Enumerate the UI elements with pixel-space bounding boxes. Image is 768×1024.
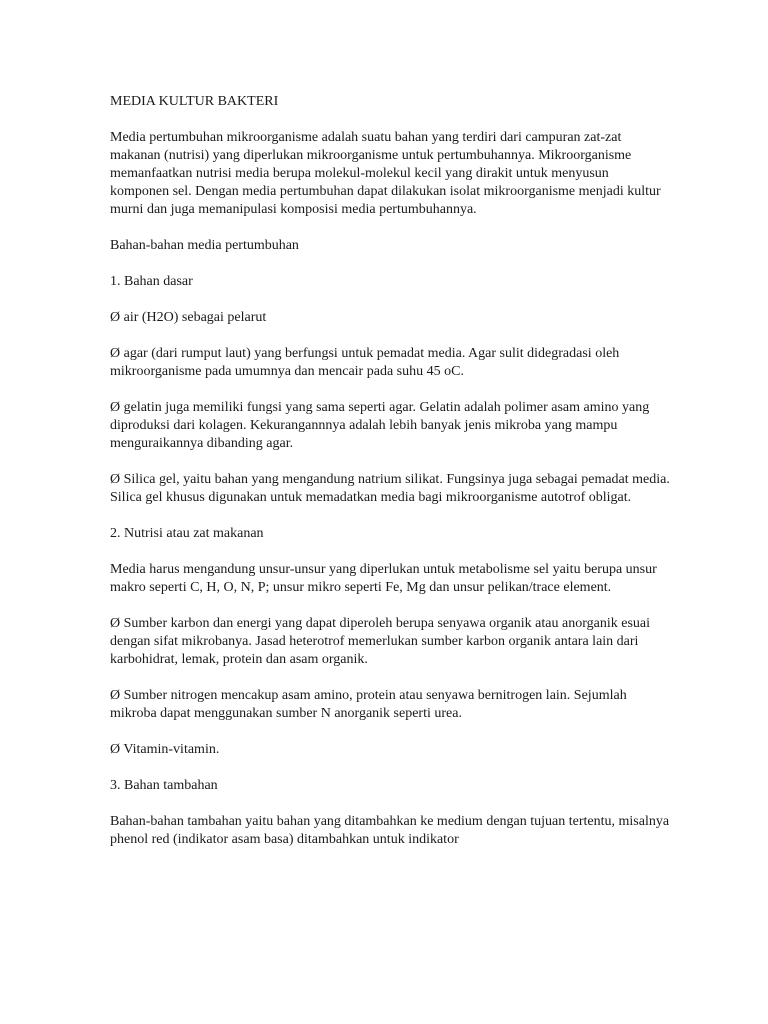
bullet-item-agar: Ø agar (dari rumput laut) yang berfungsi untuk pemadat media. Agar sulit didegradasi oleh mikroorganisme pada umumnya dan mencair pada suhu 45 oC. (110, 346, 620, 379)
bullet-item-silica-gel: Ø Silica gel, yaitu bahan yang mengandung natrium silikat. Fungsinya juga sebagai pemadat media. Silica gel khusus digunakan untuk memadatkan media bagi mikroorganisme autotrof obligat. (110, 472, 670, 505)
bullet-item-gelatin: Ø gelatin juga memiliki fungsi yang sama seperti agar. Gelatin adalah polimer asam amino yang diproduksi dari kolagen. Kekurangannnya adalah lebih banyak jenis mikroba yang mampu menguraikannya dibanding agar. (110, 400, 650, 451)
bullet-item-sumber-nitrogen: Ø Sumber nitrogen mencakup asam amino, protein atau senyawa bernitrogen lain. Sejumlah mikroba dapat menggunakan sumber N anorganik seperti urea. (110, 688, 627, 721)
bahan-tambahan-paragraph: Bahan-bahan tambahan yaitu bahan yang ditambahkan ke medium dengan tujuan tertentu, misalnya phenol red (indikator asam basa) ditambahkan untuk indikator (110, 814, 670, 847)
bullet-item-air: Ø air (H2O) sebagai pelarut (110, 310, 267, 325)
bullet-item-vitamin: Ø Vitamin-vitamin. (110, 742, 220, 757)
document-page (110, 93, 670, 867)
section-heading: Bahan-bahan media pertumbuhan (110, 238, 299, 253)
document-title: MEDIA KULTUR BAKTERI (110, 94, 279, 109)
bullet-item-sumber-karbon: Ø Sumber karbon dan energi yang dapat diperoleh berupa senyawa organik atau anorganik esuai dengan sifat mikrobanya. Jasad heterotrof memerlukan sumber karbon organik antara lain dari karbohidrat, lemak, protein dan asam organik. (110, 616, 650, 667)
nutrisi-paragraph: Media harus mengandung unsur-unsur yang diperlukan untuk metabolisme sel yaitu berupa unsur makro seperti C, H, O, N, P; unsur mikro seperti Fe, Mg dan unsur pelikan/trace element. (110, 562, 657, 595)
subsection-heading-bahan-dasar: 1. Bahan dasar (110, 274, 193, 289)
subsection-heading-bahan-tambahan: 3. Bahan tambahan (110, 778, 218, 793)
intro-paragraph: Media pertumbuhan mikroorganisme adalah suatu bahan yang terdiri dari campuran zat-zat makanan (nutrisi) yang diperlukan mikroorganisme untuk pertumbuhannya. Mikroorganisme memanfaatkan nutrisi media berupa molekul-molekul kecil yang dirakit untuk menyusun komponen sel. Dengan media pertumbuhan dapat dilakukan isolat mikroorganisme menjadi kultur murni dan juga memanipulasi komposisi media pertumbuhannya. (110, 130, 661, 217)
subsection-heading-nutrisi: 2. Nutrisi atau zat makanan (110, 526, 264, 541)
